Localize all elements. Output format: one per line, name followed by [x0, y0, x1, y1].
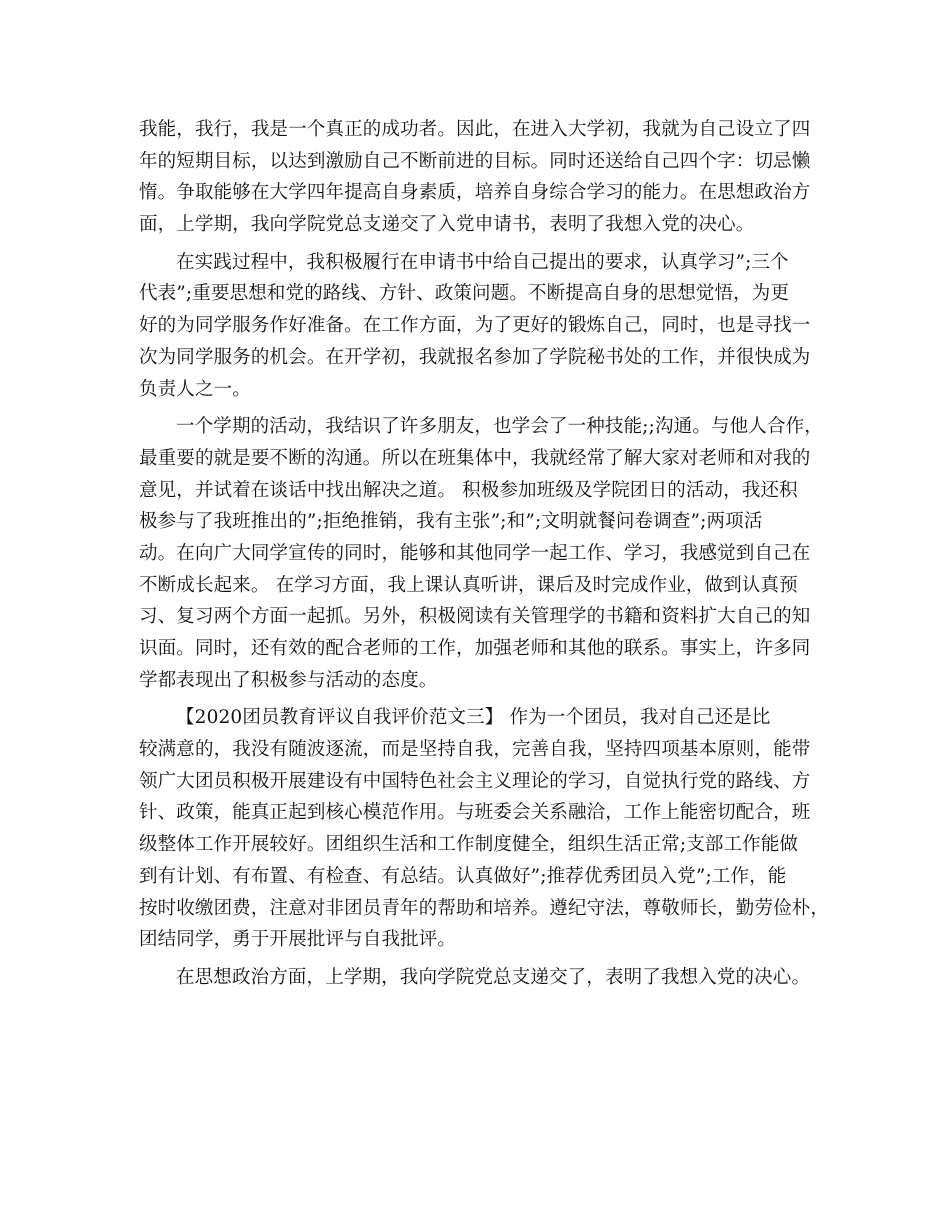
text-line: 负责人之一。	[139, 378, 251, 400]
text-line: 【2020团员教育评议自我评价范文三】 作为一个团员，我对自己还是比	[176, 707, 771, 729]
text-line: 次为同学服务的机会。在开学初，我就报名参加了学院秘书处的工作，并很快成为	[139, 346, 811, 368]
text-line: 面，上学期，我向学院党总支递交了入党申请书，表明了我想入党的决心。	[139, 214, 755, 236]
text-line: 团结同学，勇于开展批评与自我批评。	[139, 929, 457, 951]
text-line: 极参与了我班推出的”;拒绝推销，我有主张”;和”;文明就餐问卷调查”;两项活	[139, 511, 763, 533]
text-line: 领广大团员积极开展建设有中国特色社会主义理论的学习，自觉执行党的路线、方	[139, 770, 811, 792]
text-line: 动。在向广大同学宣传的同时，能够和其他同学一起工作、学习，我感觉到自己在	[139, 542, 811, 564]
text-line: 年的短期目标，以达到激励自己不断前进的目标。同时还送给自己四个字：切忌懒	[139, 150, 811, 172]
text-line: 在思想政治方面，上学期，我向学院党总支递交了，表明了我想入党的决心。	[176, 966, 811, 988]
text-line: 识面。同时，还有效的配合老师的工作，加强老师和其他的联系。事实上，许多同	[139, 638, 811, 659]
text-line: 一个学期的活动，我结识了许多朋友，也学会了一种技能;;沟通。与他人合作，	[176, 416, 823, 438]
paragraph-3	[139, 411, 823, 696]
text-line: 在实践过程中，我积极履行在申请书中给自己提出的要求，认真学习”;三个	[176, 251, 789, 273]
paragraph-4	[139, 702, 830, 956]
text-line: 我能，我行，我是一个真正的成功者。因此，在进入大学初，我就为自己设立了四	[139, 119, 811, 140]
text-line: 针、政策，能真正起到核心模范作用。与班委会关系融洽，工作上能密切配合，班	[139, 802, 811, 824]
text-line: 级整体工作开展较好。团组织生活和工作制度健全，组织生活正常;支部工作能做	[139, 834, 799, 856]
text-line: 习、复习两个方面一起抓。另外，积极阅读有关管理学的书籍和资料扩大自己的知	[139, 606, 811, 628]
text-line: 代表”;重要思想和党的路线、方针、政策问题。不断提高自身的思想觉悟，为更	[139, 283, 790, 305]
text-line: 好的为同学服务作好准备。在工作方面，为了更好的锻炼自己，同时，也是寻找一	[139, 315, 811, 337]
paragraph-1	[139, 114, 823, 241]
text-line: 较满意的，我没有随波逐流，而是坚持自我，完善自我，坚持四项基本原则，能带	[139, 739, 811, 761]
paragraph-5	[139, 962, 823, 994]
text-line: 到有计划、有布置、有检查、有总结。认真做好”;推荐优秀团员入党”;工作，能	[139, 865, 787, 887]
document-body	[139, 114, 830, 994]
paragraph-2	[139, 247, 823, 405]
text-line: 不断成长起来。 在学习方面，我上课认真听讲，课后及时完成作业，做到认真预	[139, 574, 798, 596]
text-line: 学都表现出了积极参与活动的态度。	[139, 669, 438, 691]
text-line: 惰。争取能够在大学四年提高自身素质，培养自身综合学习的能力。在思想政治方	[139, 182, 811, 204]
text-line: 最重要的就是要不断的沟通。所以在班集体中，我就经常了解大家对老师和对我的	[139, 447, 811, 469]
text-line: 按时收缴团费，注意对非团员青年的帮助和培养。遵纪守法，尊敬师长，勤劳俭朴，	[139, 897, 830, 919]
text-line: 意见，并试着在谈话中找出解决之道。 积极参加班级及学院团日的活动，我还积	[139, 479, 798, 501]
